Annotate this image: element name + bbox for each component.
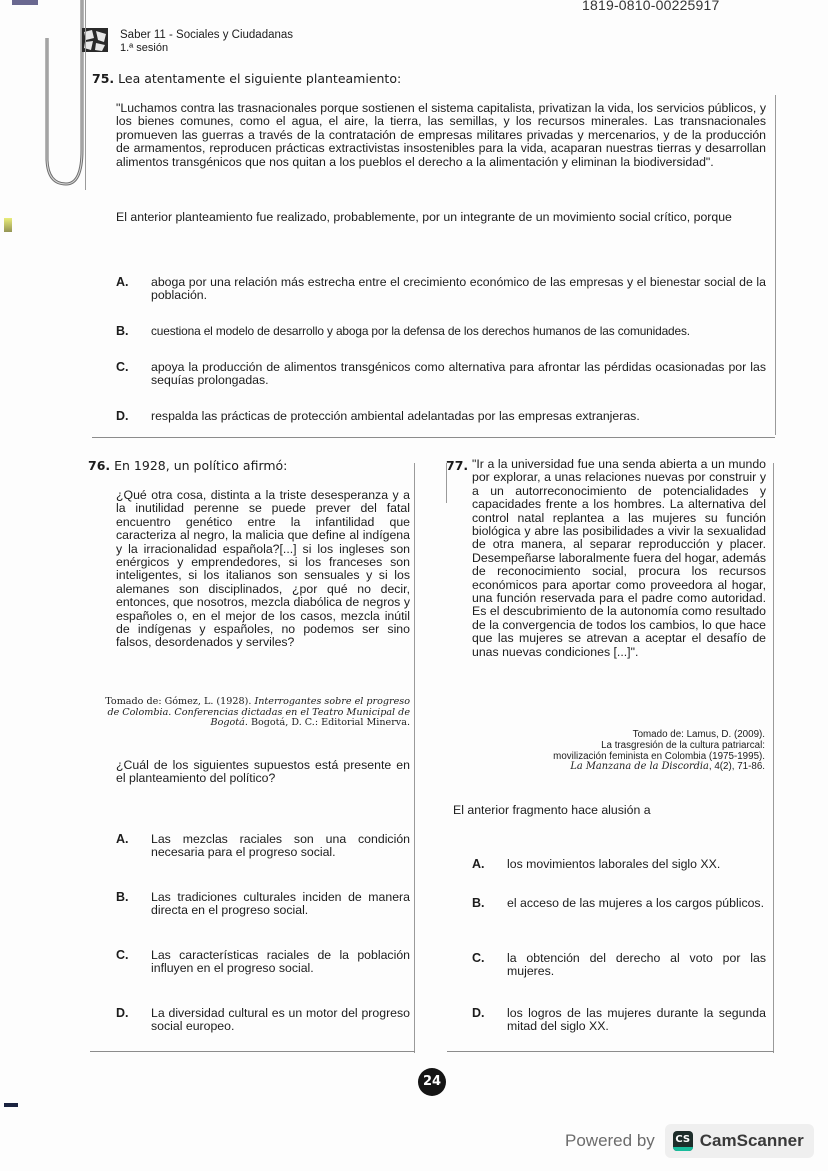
question-number: 75. xyxy=(92,71,115,86)
option-letter: D. xyxy=(472,1006,485,1020)
q75-option-c[interactable] xyxy=(116,361,766,388)
option-letter: B. xyxy=(116,324,129,338)
question-77-number: 77. xyxy=(446,458,469,473)
option-letter: A. xyxy=(116,832,129,846)
scan-artifact-mark xyxy=(4,218,12,232)
column-divider-right xyxy=(773,463,774,1053)
question-number: 76. xyxy=(88,458,111,473)
option-letter: B. xyxy=(472,896,485,910)
question-75-prompt: El anterior planteamiento fue realizado, probablemente, por un integrante de un movimiento social crítico, porque xyxy=(116,210,732,224)
exam-session: 1.ª sesión xyxy=(120,42,169,54)
citation-title: Interrogantes sobre el progreso de Colombia. Conferencias dictadas en el Teatro Municipal de Bogotá xyxy=(107,696,410,728)
page-number-badge: 24 xyxy=(418,1068,446,1096)
q75-option-b[interactable] xyxy=(116,325,766,338)
option-letter: C. xyxy=(472,951,485,965)
citation-prefix: Tomado de: Gómez, L. (1928). xyxy=(105,696,255,707)
section-divider-bottom-right xyxy=(447,1051,774,1052)
option-letter: A. xyxy=(472,857,485,871)
question-76-prompt: ¿Cuál de los siguientes supuestos está presente en el planteamiento del político? xyxy=(116,758,410,786)
paper-clip-icon xyxy=(38,0,88,190)
camscanner-badge xyxy=(665,1124,814,1158)
citation-suffix: . Bogotá, D. C.: Editorial Minerva. xyxy=(244,717,410,728)
option-text: apoya la producción de alimentos transgénicos como alternativa para afrontar las pérdidas ocasionadas por las sequías prolongadas. xyxy=(151,360,766,388)
option-text: Las mezclas raciales son una condición necesaria para el progreso social. xyxy=(151,832,410,860)
option-letter: C. xyxy=(116,948,129,962)
q76-option-a[interactable] xyxy=(116,833,410,860)
citation-journal-suffix: , 4(2), 71-86. xyxy=(708,761,765,773)
option-text: la obtención del derecho al voto por las mujeres. xyxy=(507,951,766,979)
q75-option-d[interactable] xyxy=(116,410,766,423)
frame-line-right xyxy=(775,95,776,435)
option-letter: D. xyxy=(116,1006,129,1020)
option-text: Las tradiciones culturales inciden de manera directa en el progreso social. xyxy=(151,890,410,918)
q77-option-a[interactable] xyxy=(472,858,766,871)
section-divider-top xyxy=(92,437,775,438)
q76-option-c[interactable] xyxy=(116,949,410,976)
question-76-citation xyxy=(100,697,410,729)
question-77-quote: "Ir a la universidad fue una senda abierta a un mundo por explorar, a unas relaciones nuevas por construir y a un autorreconocimiento de potencialidades y capacidades frente a los hombres. La alternativa del control natal replantea a las mujeres su función biológica y abre las posibilidades a vivir la sexualidad de otra manera, al separar reproducción y placer. Desempeñarse laboralmente fuera del hogar, además de reconocimiento social, procura los recursos económicos para aportar como proveedora al hogar, una función reservada para el padre como autoridad. Es el descubrimiento de la autonomía como resultado de la convergencia de todos los cambios, lo que hace que las mujeres se atrevan a aceptar el desafío de unas nuevas condiciones [...]". xyxy=(472,457,766,659)
powered-by-label: Powered by xyxy=(565,1131,655,1150)
citation-line-1: Tomado de: Lamus, D. (2009). xyxy=(632,729,765,740)
q77-option-d[interactable] xyxy=(472,1007,766,1034)
option-text: La diversidad cultural es un motor del progreso social europeo. xyxy=(151,1006,410,1034)
question-77-prompt: El anterior fragmento hace alusión a xyxy=(453,803,651,817)
citation-journal: La Manzana de la Discordia xyxy=(570,761,709,773)
document-id-code: 1819-0810-00225917 xyxy=(582,0,720,13)
question-stem-text: Lea atentamente el siguiente planteamiento: xyxy=(118,71,402,86)
question-75-quote: "Luchamos contra las trasnacionales porque sostienen el sistema capitalista, privatizan la vida, los servicios públicos, y los bienes comunes, como el agua, el aire, la tierra, las semillas, y los recursos minerales. Las transnacionales promueven las guerras a través de la contratación de empresas militares privadas y mercenarios, y de la producción de armamentos, reproducen prácticas extractivistas insostenibles para la vida, acaparan nuestras tierras y desarrollan alimentos transgénicos que nos quitan a los pueblos el derecho a la alimentación y eliminan la biodiversidad". xyxy=(116,101,766,169)
option-text: el acceso de las mujeres a los cargos públicos. xyxy=(507,896,764,910)
q76-option-d[interactable] xyxy=(116,1007,410,1034)
camscanner-brand: CamScanner xyxy=(699,1131,804,1150)
option-text: los logros de las mujeres durante la segunda mitad del siglo XX. xyxy=(507,1006,766,1034)
option-text: Las características raciales de la población influyen en el progreso social. xyxy=(151,948,410,976)
frame-line-left xyxy=(85,0,86,190)
scan-edge-mark xyxy=(12,0,38,5)
citation-line-2: La trasgresión de la cultura patriarcal: xyxy=(601,739,765,751)
q76-option-b[interactable] xyxy=(116,891,410,918)
camscanner-logo-icon: CS xyxy=(673,1131,693,1151)
citation-line-3: movilización feminista en Colombia (1975-1995). xyxy=(553,750,765,762)
q77-option-b[interactable] xyxy=(472,897,766,910)
scan-artifact-mark xyxy=(4,1103,18,1107)
question-76-quote: ¿Qué otra cosa, distinta a la triste desesperanza y a la inutilidad perenne se puede prever del fatal encuentro genético entre la infantilidad que caracteriza al negro, la malicia que define al indígena y la irracionalidad española?[...] si los ingleses son enérgicos y emprendedores, si los franceses son inteligentes, si los italianos son sensuales y si los alemanes son disciplinados, ¿por qué no decir, entonces, que nosotros, mezcla diabólica de negros y españoles o, en el mejor de los casos, mezcla inútil de indígenas y españoles, no podemos ser sino falsos, desordenados y serviles? xyxy=(116,488,410,650)
question-76-stem xyxy=(88,458,287,473)
option-text: respalda las prácticas de protección ambiental adelantadas por las empresas extranjeras. xyxy=(151,409,640,423)
exam-title: Saber 11 - Sociales y Ciudadanas xyxy=(120,29,294,41)
option-text: los movimientos laborales del siglo XX. xyxy=(507,857,721,871)
question-stem-text: En 1928, un político afirmó: xyxy=(114,458,288,473)
option-letter: D. xyxy=(116,409,129,423)
camscanner-watermark xyxy=(565,1124,814,1158)
q75-option-a[interactable] xyxy=(116,276,766,303)
column-divider-left xyxy=(414,463,415,1053)
q77-option-c[interactable] xyxy=(472,952,766,979)
option-letter: C. xyxy=(116,360,129,374)
section-divider-bottom-left xyxy=(90,1051,415,1052)
option-letter: B. xyxy=(116,890,129,904)
question-75-stem xyxy=(92,71,401,86)
question-77-citation xyxy=(480,730,765,773)
option-letter: A. xyxy=(116,275,129,289)
option-text: cuestiona el modelo de desarrollo y aboga por la defensa de los derechos humanos de las comunidades. xyxy=(151,324,690,338)
option-text: aboga por una relación más estrecha entre el crecimiento económico de las empresas y el bienestar social de la población. xyxy=(151,275,766,303)
